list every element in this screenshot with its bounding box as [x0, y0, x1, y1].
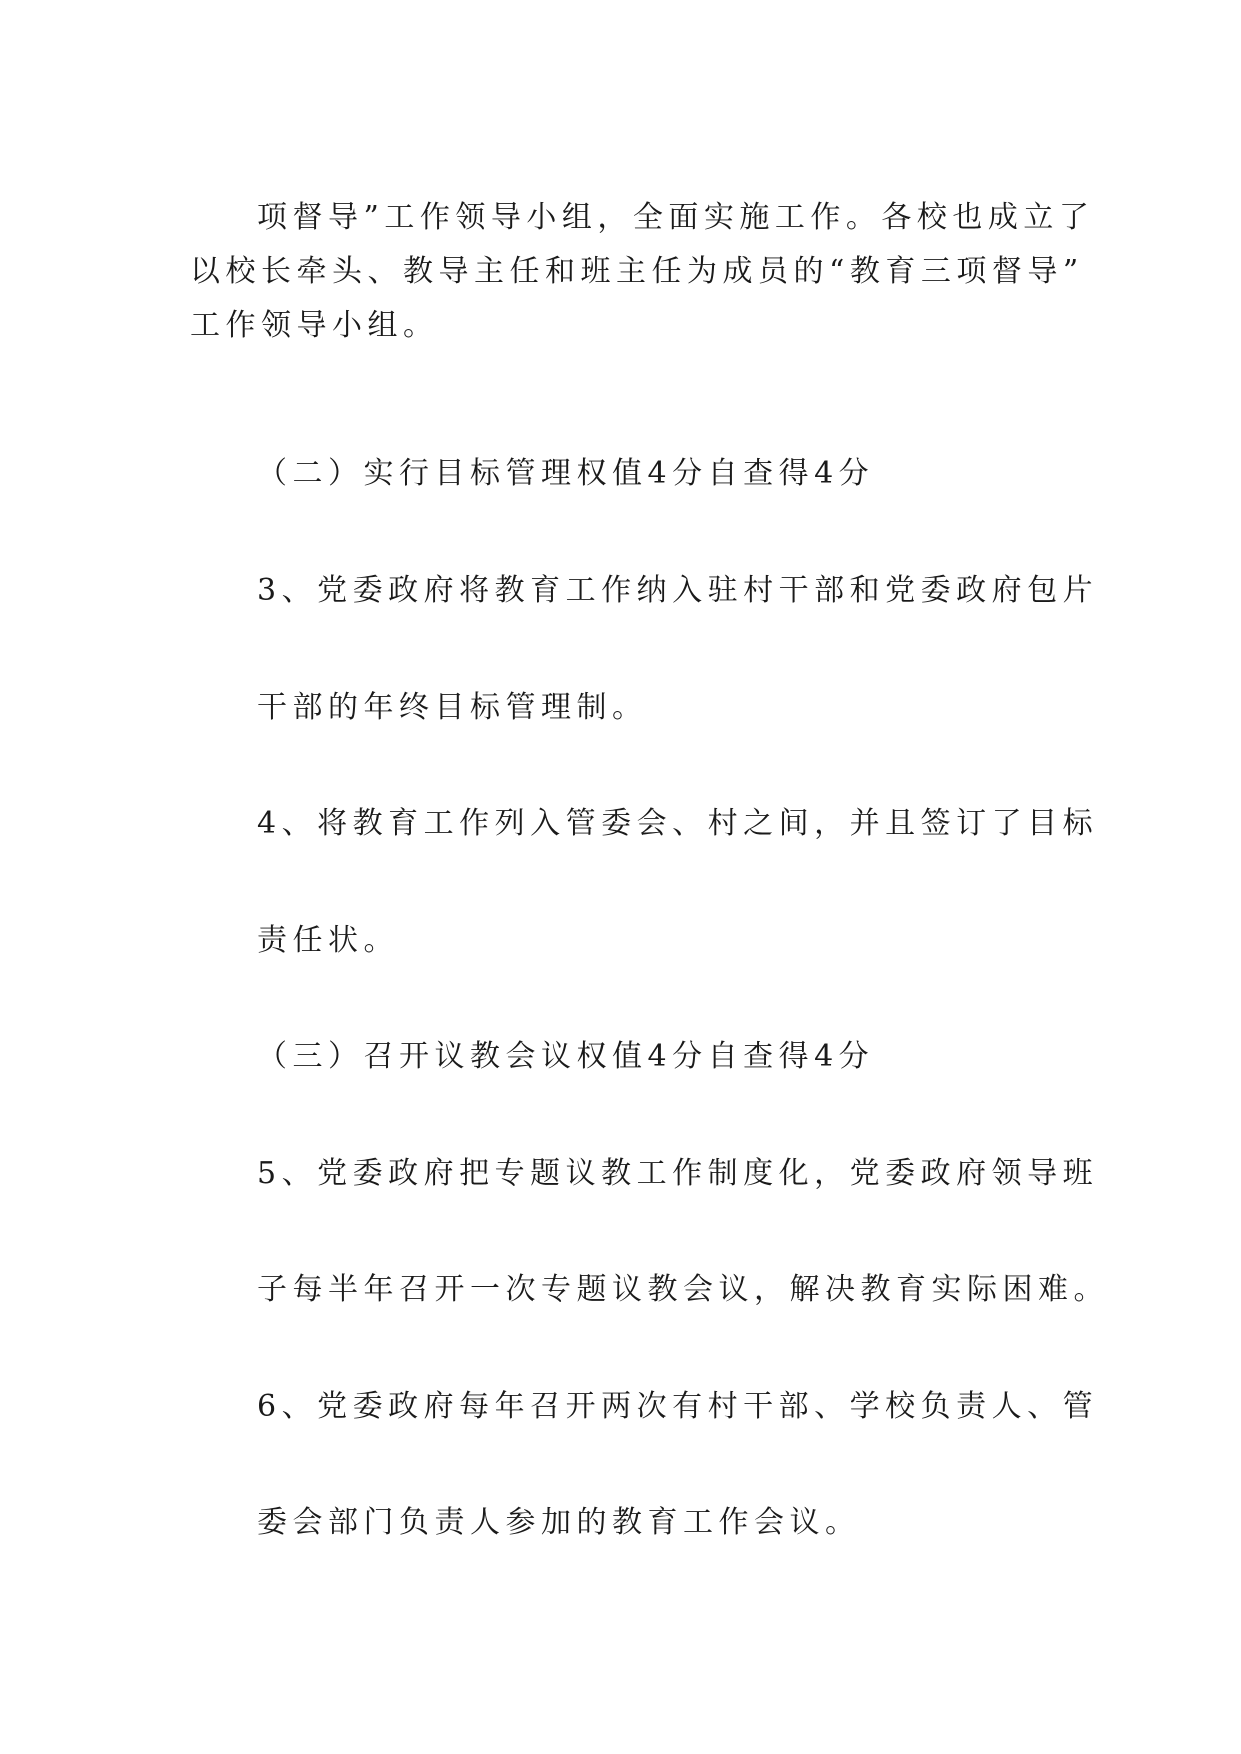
list-item-line: 子每半年召开一次专题议教会议，解决教育实际困难。: [257, 1272, 1109, 1307]
list-item-line: 5、党委政府把专题议教工作制度化，党委政府领导班: [257, 1156, 1099, 1191]
paragraph-line: 以校长牵头、教导主任和班主任为成员的“教育三项督导”: [190, 254, 1084, 289]
list-item-line: 6、党委政府每年召开两次有村干部、学校负责人、管: [257, 1389, 1099, 1424]
section-heading-2: （二）实行目标管理权值4分自查得4分: [257, 456, 875, 491]
list-item-line: 责任状。: [257, 923, 399, 958]
section-heading-3: （三）召开议教会议权值4分自查得4分: [257, 1039, 875, 1074]
paragraph-line: 工作领导小组。: [190, 308, 439, 343]
list-item-line: 委会部门负责人参加的教育工作会议。: [257, 1505, 861, 1540]
list-item-line: 4、将教育工作列入管委会、村之间，并且签订了目标: [257, 806, 1099, 841]
list-item-line: 3、党委政府将教育工作纳入驻村干部和党委政府包片: [257, 573, 1099, 608]
paragraph-line: 项督导”工作领导小组，全面实施工作。各校也成立了: [257, 200, 1095, 235]
list-item-line: 干部的年终目标管理制。: [257, 690, 648, 725]
